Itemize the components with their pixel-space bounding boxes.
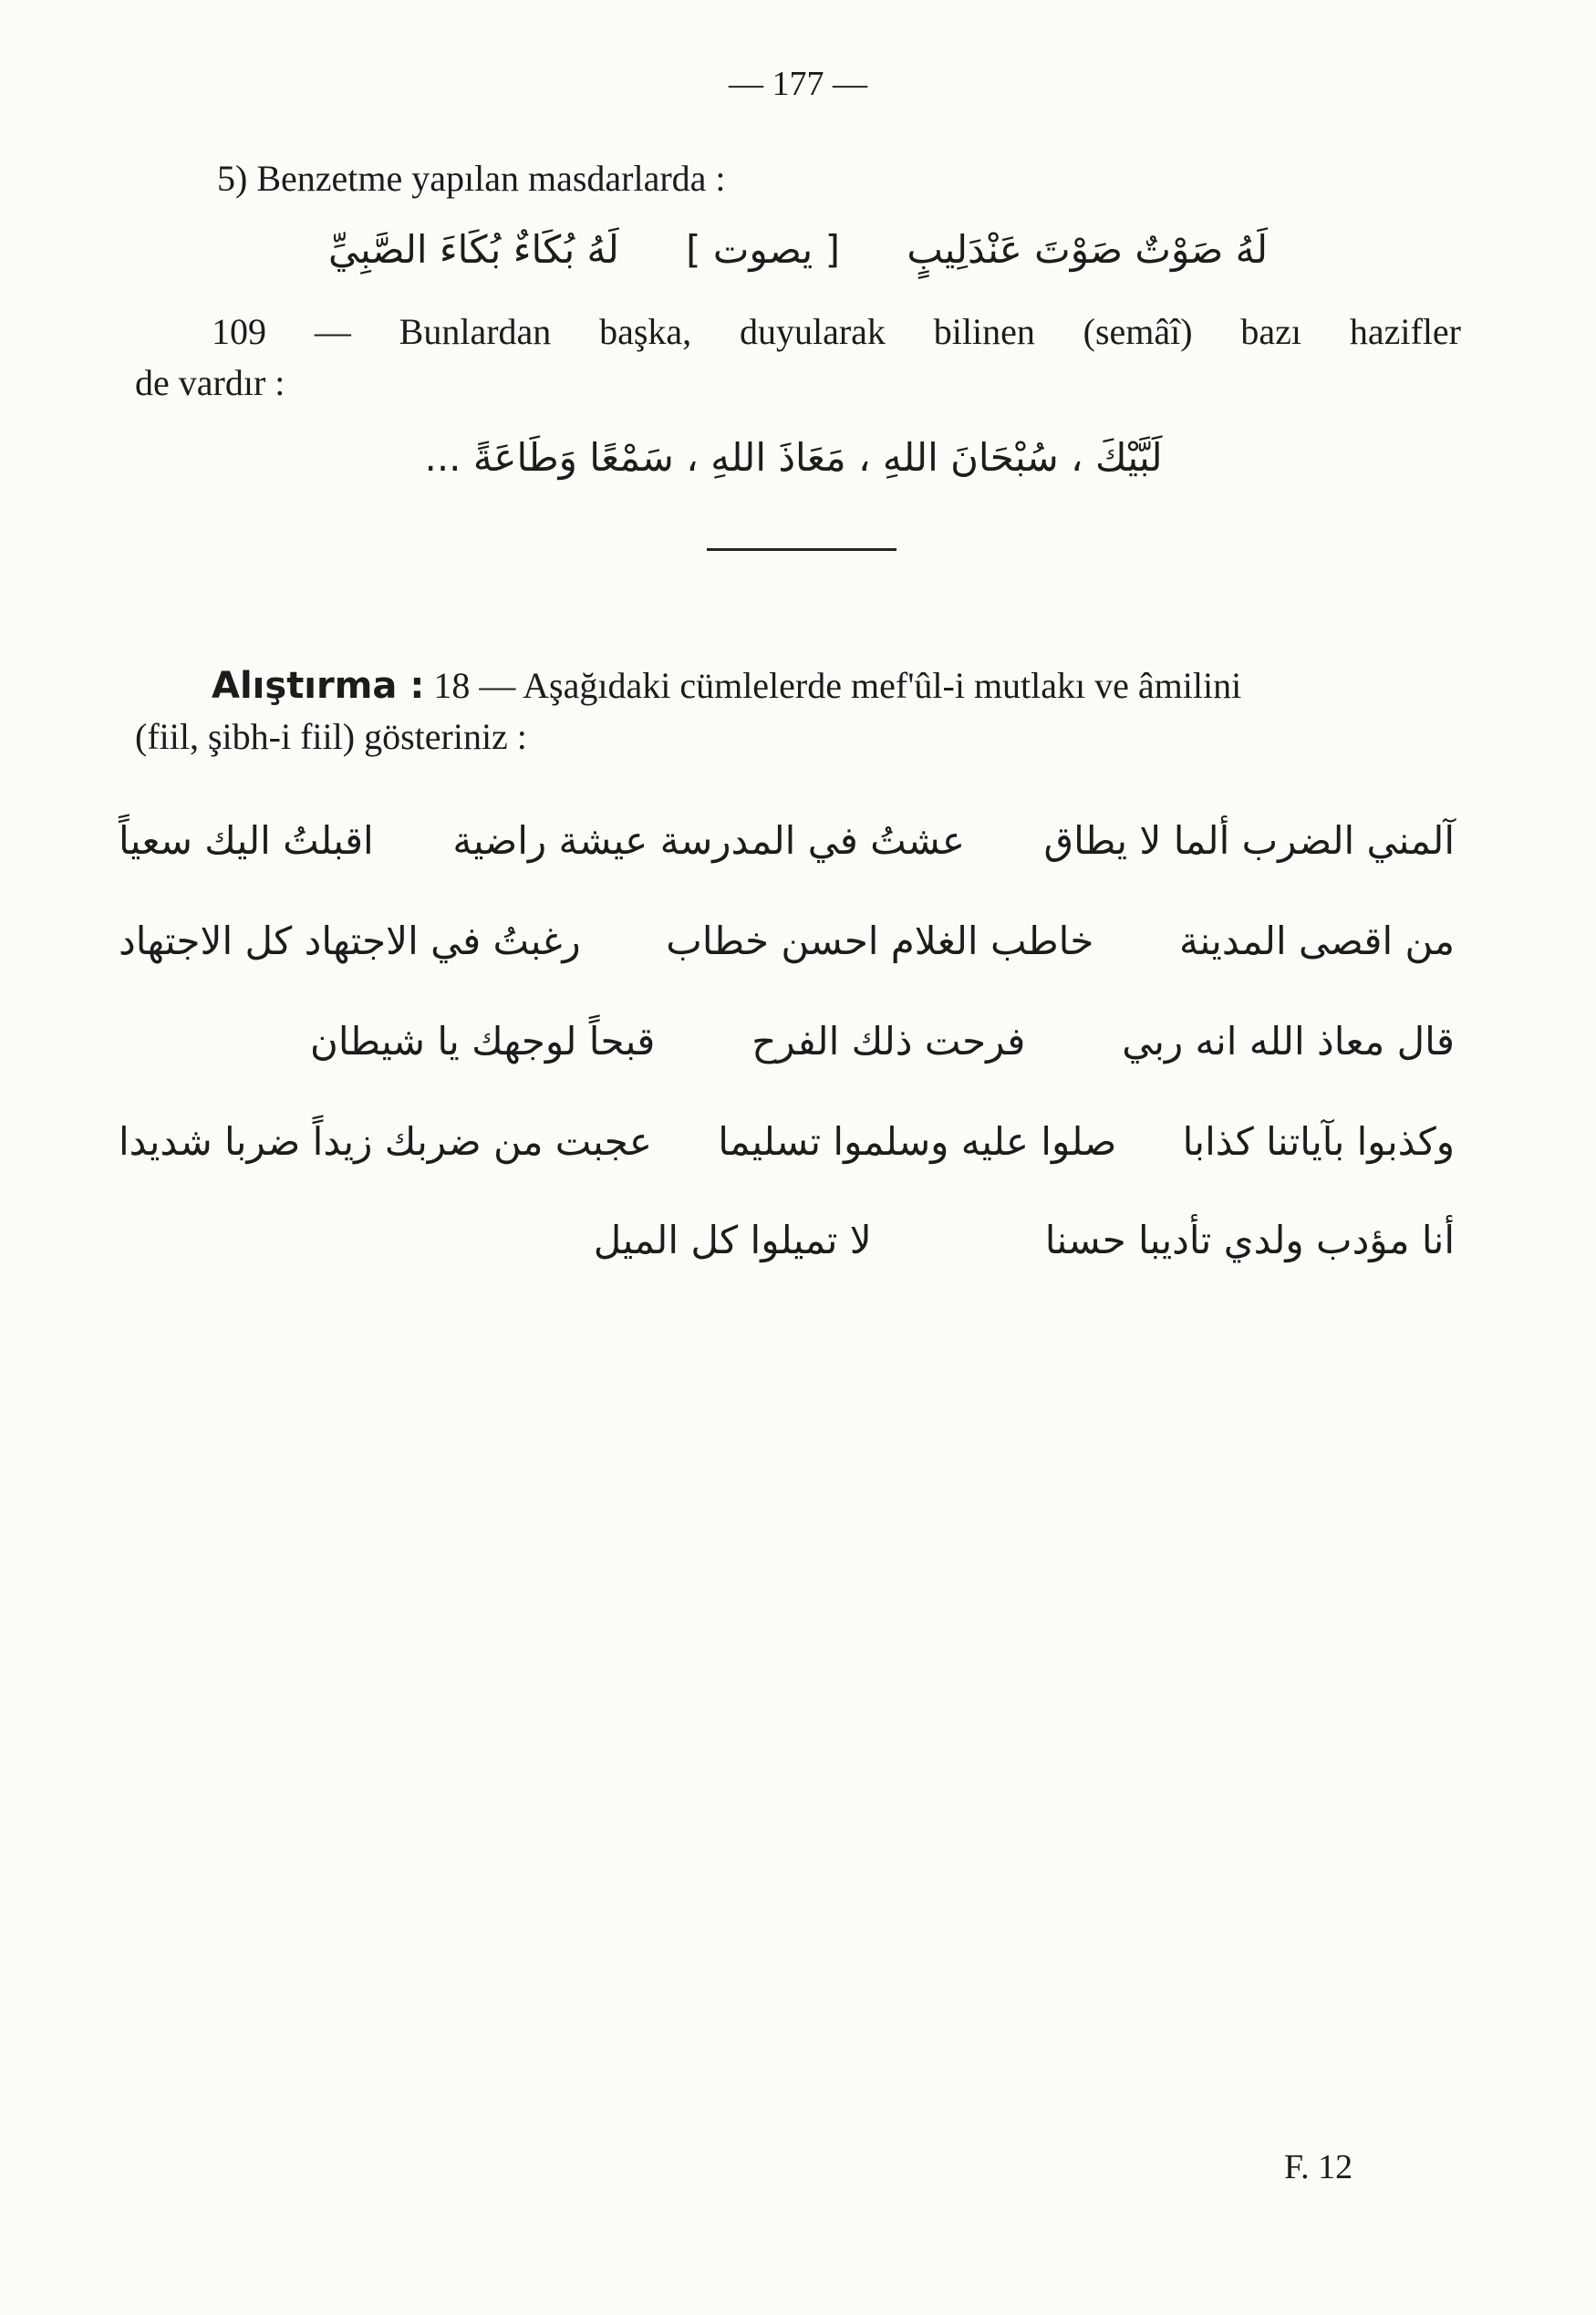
page-footer-signature: F. 12 <box>1284 2148 1353 2186</box>
exercise-sentence: وكذبوا بآياتنا كذابا <box>1182 1119 1455 1164</box>
page-number-header: — 177 — <box>729 65 867 103</box>
section-5-label: 5) Benzetme yapılan masdarlarda : <box>217 158 726 199</box>
exercise-line2: (fiil, şibh-i fiil) gösteriniz : <box>135 716 527 757</box>
exercise-sentence: عجبت من ضربك زيداً ضربا شديدا <box>119 1119 652 1164</box>
section-5-examples <box>328 221 1268 279</box>
exercise-sentence: اقبلتُ اليك سعياً <box>119 818 374 863</box>
exercise-row-4 <box>119 1113 1455 1171</box>
section-109-line1: 109 — Bunlardan başka, duyularak bilinen (semâî) bazı hazifler <box>212 311 1461 352</box>
section-109-line2: de vardır : <box>135 362 285 403</box>
exercise-sentence: قبحاً لوجهك يا شيطان <box>310 1019 656 1064</box>
exercise-sentence: أنا مؤدب ولدي تأديبا حسنا <box>1044 1218 1455 1262</box>
exercise-title: Alıştırma : <box>212 665 425 707</box>
exercise-sentence: قال معاذ الله انه ربي <box>1122 1019 1455 1064</box>
exercise-sentence: رغبتُ في الاجتهاد كل الاجتهاد <box>119 919 581 963</box>
exercise-row-1 <box>119 812 1455 870</box>
exercise-sentence: فرحت ذلك الفرح <box>751 1019 1026 1064</box>
exercise-sentence: من اقصى المدينة <box>1178 919 1455 963</box>
section-109-examples: لَبَّيْكَ ، سُبْحَانَ اللهِ ، مَعَاذَ اللهِ ، سَمْعًا وَطَاعَةً ... <box>424 435 1163 480</box>
exercise-line1 <box>212 664 1461 708</box>
arabic-example: [ يصوت ] <box>686 227 840 272</box>
arabic-example: لَهُ صَوْتٌ صَوْتَ عَنْدَلِيبٍ <box>907 227 1268 272</box>
exercise-sentence: آلمني الضرب ألما لا يطاق <box>1043 818 1455 863</box>
exercise-sentence: خاطب الغلام احسن خطاب <box>666 919 1094 963</box>
exercise-sentence: عشتُ في المدرسة عيشة راضية <box>452 818 965 863</box>
exercise-sentence: صلوا عليه وسلموا تسليما <box>718 1119 1117 1164</box>
exercise-instruction: 18 — Aşağıdaki cümlelerde mef'ûl-i mutlakı ve âmilini <box>424 665 1242 706</box>
exercise-row-3 <box>310 1012 1455 1071</box>
exercise-row-5 <box>119 1211 1455 1270</box>
arabic-example: لَهُ بُكَاءٌ بُكَاءَ الصَّبِيِّ <box>328 227 619 272</box>
section-divider <box>707 548 896 551</box>
exercise-row-2 <box>119 912 1455 971</box>
exercise-sentence: لا تميلوا كل الميل <box>593 1218 872 1262</box>
